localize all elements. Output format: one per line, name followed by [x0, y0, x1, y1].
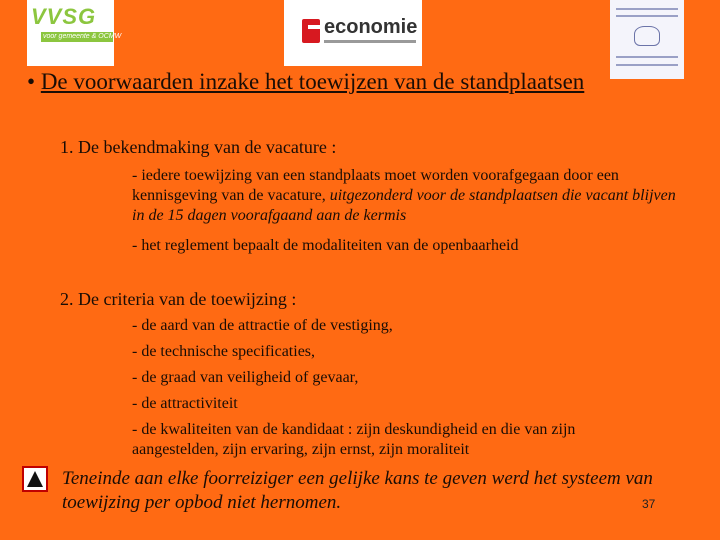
- economie-logo-word: economie: [324, 16, 418, 38]
- section2-title: 2. De criteria van de toewijzing :: [60, 289, 297, 309]
- note-text: Teneinde aan elke foorreiziger een gelijke kans te geven werd het systeem van toewijzing per opbod niet hernomen.: [62, 468, 653, 513]
- section1-item2: - het reglement bepaalt de modaliteiten van de openbaarheid: [132, 237, 519, 254]
- crest-text-line: [616, 56, 678, 58]
- heading-text: De voorwaarden inzake het toewijzen van de standplaatsen: [40, 69, 585, 94]
- coat-of-arms-icon: [634, 26, 660, 46]
- warning-triangle-icon: [22, 466, 48, 492]
- vvsg-logo-subtitle: voor gemeente & OCMW: [43, 33, 122, 40]
- section1-title: 1. De bekendmaking van de vacature :: [60, 137, 337, 157]
- section1-item1-italic: uitgezonderd voor de standplaatsen die vacant blijven in de 15 dagen voorafgaand aan de kermis: [132, 187, 676, 224]
- vvsg-logo-title: VVSG: [31, 4, 97, 29]
- slide-heading: [27, 66, 607, 97]
- economie-logo: [284, 0, 422, 66]
- criteria-item: - de graad van veiligheid of gevaar,: [132, 369, 359, 386]
- criteria-item: - de kwaliteiten van de kandidaat : zijn deskundigheid en die van zijn aangestelden, zijn ervaring, zijn ernst, zijn moraliteit: [132, 421, 576, 458]
- page-number: 37: [642, 497, 656, 511]
- economie-mark-icon: [302, 19, 320, 43]
- crest-text-line: [616, 8, 678, 10]
- cabinet-crest-logo: [610, 0, 684, 79]
- criteria-item: - de aard van de attractie of de vestiging,: [132, 317, 393, 334]
- criteria-item: - de technische specificaties,: [132, 343, 316, 360]
- vvsg-logo: [27, 0, 122, 66]
- heading-bullet: •: [27, 69, 36, 94]
- criteria-item: - de attractiviteit: [132, 395, 238, 412]
- crest-text-line: [616, 64, 678, 66]
- section1-item1: [132, 166, 692, 226]
- crest-text-line: [616, 15, 678, 17]
- section1-item1-plain: - iedere toewijzing van een standplaats moet worden voorafgegaan door een kennisgeving van de vacature,: [132, 167, 619, 204]
- economie-logo-tagline: [324, 40, 416, 43]
